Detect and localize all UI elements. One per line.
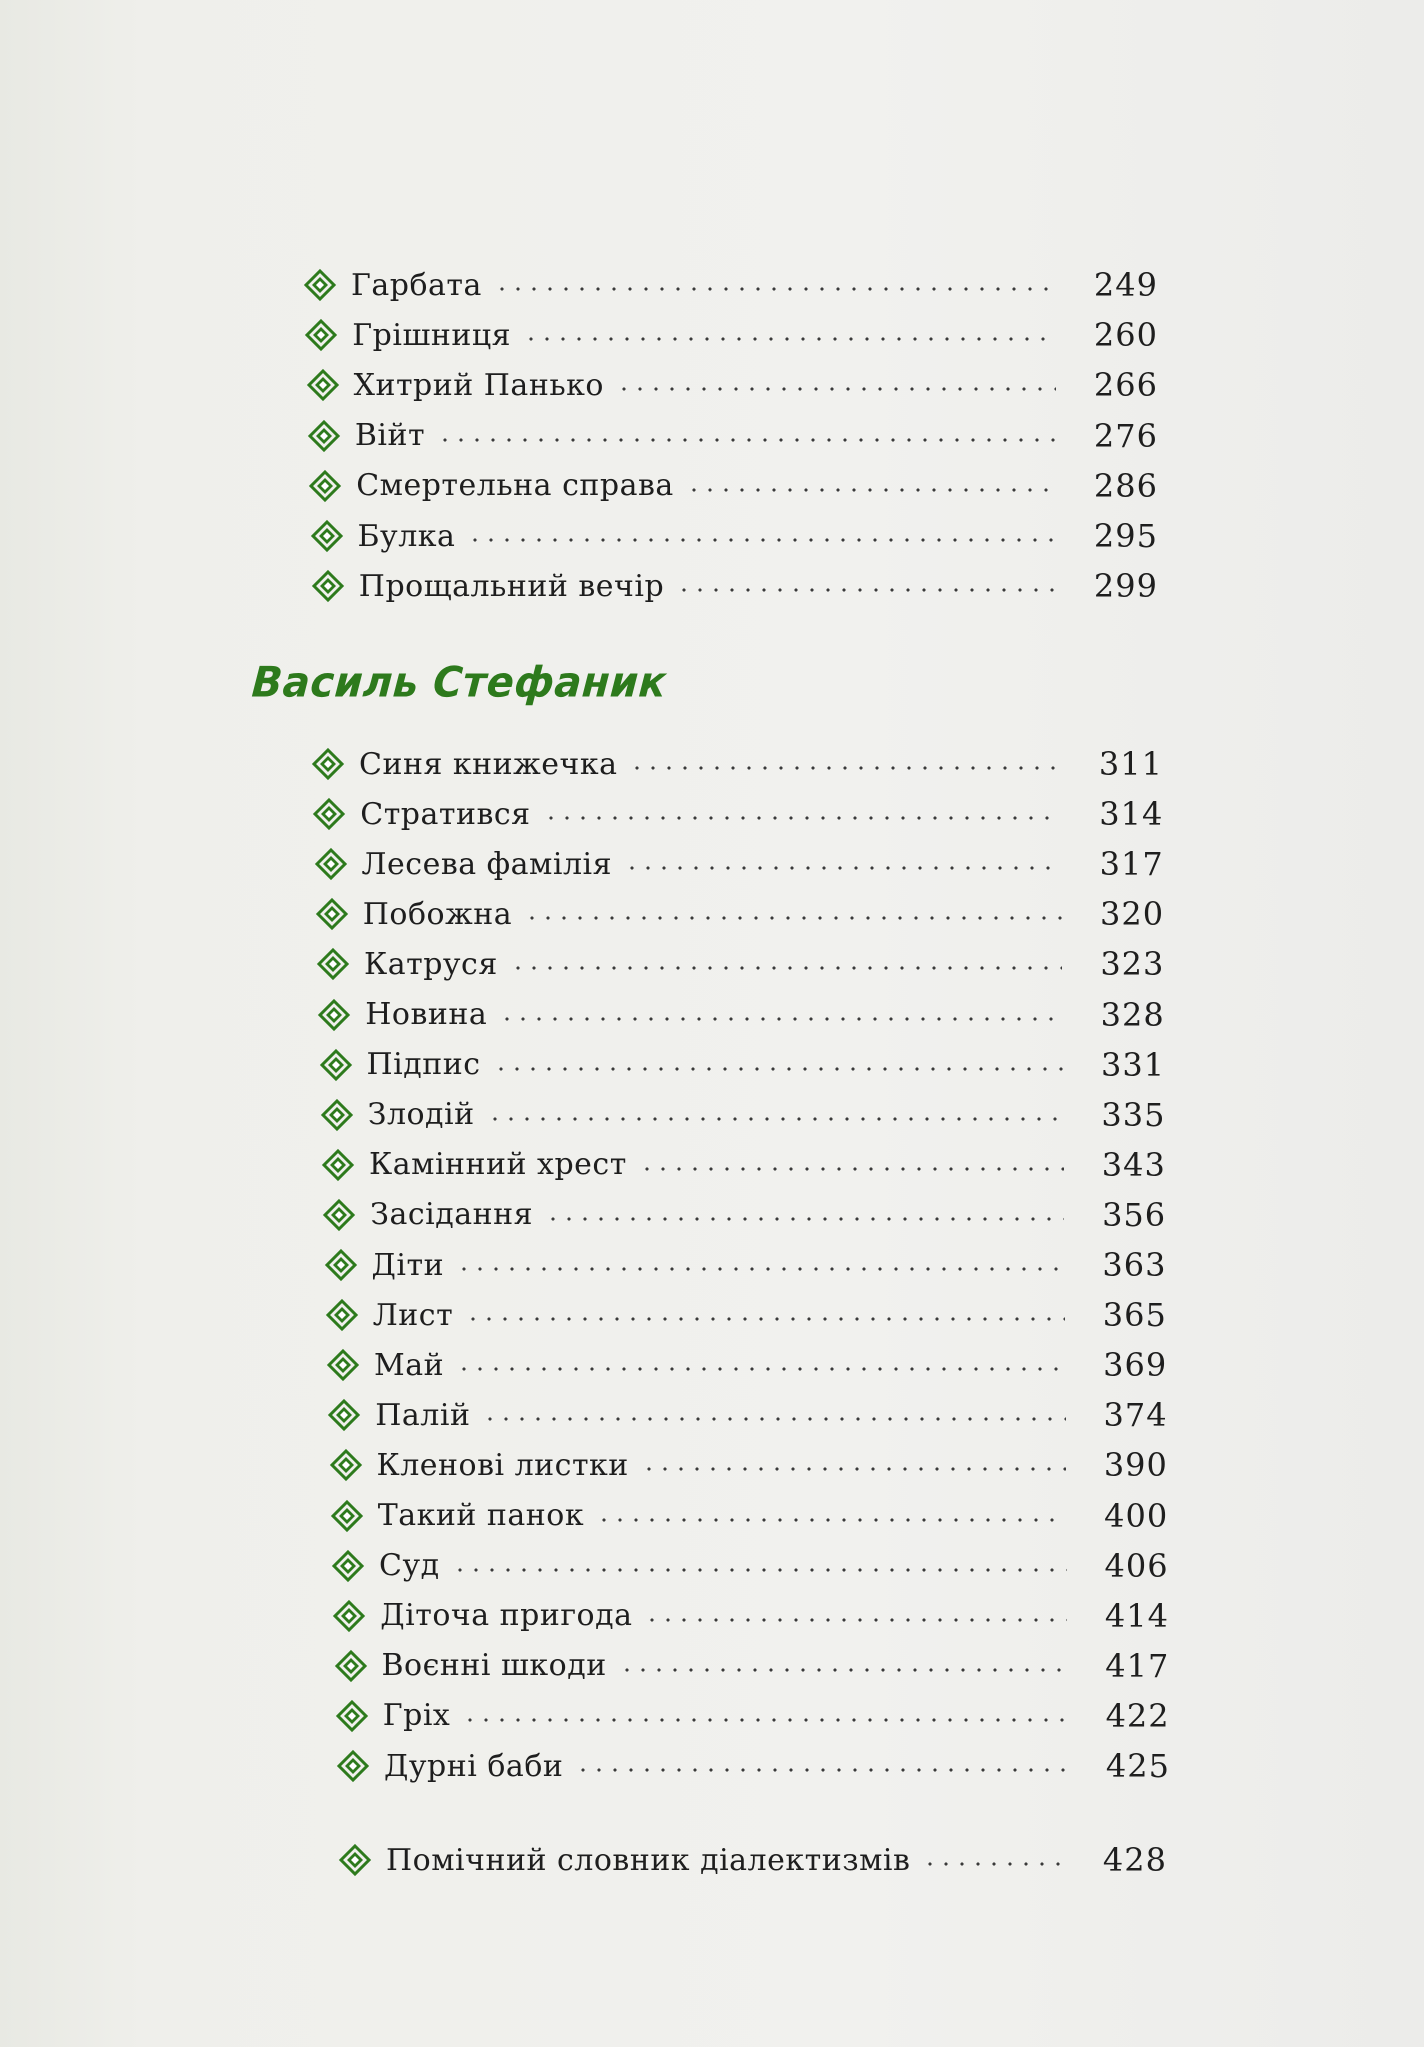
diamond-bullet-icon	[316, 947, 350, 981]
toc-page-number: 365	[1102, 1296, 1167, 1335]
toc-entry-title: Помічний словник діалектизмів	[386, 1842, 911, 1878]
dot-leader	[467, 538, 1056, 542]
toc-entry	[306, 365, 1158, 405]
diamond-bullet-icon	[307, 419, 341, 453]
dot-leader	[616, 387, 1056, 391]
dot-leader	[575, 1768, 1068, 1772]
dot-leader	[644, 1618, 1066, 1622]
toc-entry-title: Май	[374, 1347, 445, 1383]
toc-page-number: 311	[1098, 745, 1163, 783]
toc-entry	[336, 1746, 1170, 1786]
diamond-bullet-icon	[308, 469, 342, 503]
diamond-bullet-icon	[327, 1398, 361, 1432]
toc-entry-title: Діточа пригода	[380, 1598, 633, 1634]
toc-entry	[303, 265, 1158, 305]
toc-entry-title: Лист	[372, 1297, 454, 1333]
dot-leader	[686, 488, 1056, 492]
diamond-bullet-icon	[332, 1599, 366, 1633]
toc-entry-title: Палій	[375, 1397, 471, 1433]
toc-entry	[338, 1840, 1167, 1880]
toc-entry	[314, 844, 1164, 884]
toc-entry	[330, 1496, 1169, 1536]
dot-leader	[487, 1117, 1064, 1121]
toc-entry	[308, 466, 1158, 506]
toc-page-number: 374	[1103, 1396, 1168, 1435]
toc-entry-title: Лесева фамілія	[361, 846, 613, 882]
diamond-bullet-icon	[330, 1499, 364, 1533]
toc-page-number: 425	[1105, 1747, 1170, 1785]
dot-leader	[482, 1417, 1065, 1421]
toc-entry-title: Грішниця	[352, 317, 512, 353]
dot-leader	[639, 1167, 1064, 1171]
toc-page-number: 428	[1102, 1841, 1167, 1879]
toc-entry	[315, 894, 1164, 934]
toc-page-number: 390	[1103, 1446, 1168, 1485]
toc-entry	[319, 1045, 1166, 1085]
toc-entry-title: Діти	[371, 1247, 445, 1283]
diamond-bullet-icon	[321, 1148, 355, 1182]
dot-leader	[493, 1067, 1064, 1071]
toc-entry-title: Побожна	[362, 896, 513, 932]
diamond-bullet-icon	[312, 797, 346, 831]
dot-leader	[510, 966, 1063, 970]
toc-entry-title: Суд	[379, 1548, 440, 1584]
toc-entry	[329, 1445, 1168, 1485]
toc-entry-title: Синя книжечка	[359, 746, 618, 782]
toc-page-number: 369	[1103, 1346, 1168, 1385]
diamond-bullet-icon	[311, 747, 345, 781]
toc-entry-title: Стратився	[360, 796, 531, 832]
toc-entry-title: Булка	[357, 518, 456, 554]
toc-entry-title: Кленові листки	[376, 1447, 629, 1483]
dot-leader	[494, 287, 1056, 291]
toc-entry	[335, 1696, 1170, 1736]
toc-page-number: 417	[1105, 1646, 1170, 1685]
toc-entry	[322, 1195, 1166, 1235]
diamond-bullet-icon	[314, 847, 348, 881]
toc-entry-title: Злодій	[367, 1097, 475, 1133]
toc-page-number: 299	[1093, 567, 1158, 606]
dot-leader	[619, 1668, 1068, 1672]
dot-leader	[676, 588, 1056, 592]
diamond-bullet-icon	[336, 1749, 370, 1783]
toc-entry	[334, 1646, 1170, 1686]
diamond-bullet-icon	[319, 1048, 353, 1082]
diamond-bullet-icon	[304, 318, 338, 352]
toc-entry-title: Засідання	[370, 1197, 533, 1233]
diamond-bullet-icon	[322, 1198, 356, 1232]
dot-leader	[524, 916, 1062, 920]
toc-page-number: 406	[1104, 1546, 1169, 1585]
toc-entry-title: Смертельна справа	[356, 468, 674, 504]
toc-entry-title: Хитрий Панько	[353, 367, 604, 403]
dot-leader	[922, 1862, 1065, 1866]
dot-leader	[437, 438, 1056, 442]
toc-entry	[321, 1145, 1166, 1185]
toc-entry-title: Катруся	[364, 946, 498, 982]
toc-entry	[317, 995, 1165, 1035]
dot-leader	[452, 1568, 1067, 1572]
dot-leader	[624, 866, 1062, 870]
toc-page-number: 422	[1105, 1696, 1170, 1735]
toc-entry-title: Прощальний вечір	[358, 568, 665, 604]
toc-page-number: 400	[1104, 1496, 1169, 1535]
toc-entry-title: Воєнні шкоди	[381, 1648, 607, 1684]
toc-page-number: 266	[1093, 366, 1158, 405]
diamond-bullet-icon	[331, 1549, 365, 1583]
dot-leader	[543, 816, 1062, 820]
dot-leader	[523, 337, 1056, 341]
dot-leader	[462, 1718, 1067, 1722]
toc-entry-title: Гріх	[382, 1698, 451, 1734]
diamond-bullet-icon	[317, 998, 351, 1032]
diamond-bullet-icon	[310, 519, 344, 553]
diamond-bullet-icon	[303, 268, 337, 302]
toc-page-number: 323	[1100, 945, 1165, 984]
diamond-bullet-icon	[324, 1248, 358, 1282]
toc-entry	[320, 1095, 1166, 1135]
toc-page-number: 356	[1102, 1195, 1167, 1234]
toc-entry	[326, 1345, 1167, 1385]
toc-entry-title: Війт	[354, 418, 426, 454]
dot-leader	[456, 1367, 1065, 1371]
dot-leader	[641, 1467, 1066, 1471]
toc-page-number: 260	[1093, 316, 1158, 355]
dot-leader	[465, 1317, 1065, 1321]
dot-leader	[456, 1267, 1064, 1271]
toc-page-number: 320	[1099, 895, 1165, 934]
dot-leader	[596, 1518, 1066, 1522]
diamond-bullet-icon	[338, 1843, 372, 1877]
diamond-bullet-icon	[326, 1348, 360, 1382]
dot-leader	[545, 1217, 1064, 1221]
toc-entry	[307, 416, 1158, 456]
toc-page-number: 317	[1099, 845, 1164, 884]
toc-page-number: 295	[1093, 517, 1158, 555]
diamond-bullet-icon	[311, 569, 345, 603]
diamond-bullet-icon	[315, 897, 349, 931]
toc-entry	[310, 516, 1159, 556]
diamond-bullet-icon	[325, 1298, 359, 1332]
author-heading: Василь Стефаник	[250, 658, 669, 708]
toc-entry	[304, 315, 1158, 355]
toc-entry	[311, 744, 1163, 784]
toc-page-number: 328	[1100, 995, 1165, 1034]
toc-entry-title: Підпис	[366, 1047, 481, 1083]
toc-entry	[324, 1245, 1167, 1285]
toc-entry	[311, 566, 1158, 606]
toc-entry	[327, 1395, 1167, 1435]
toc-page-number: 414	[1104, 1596, 1169, 1635]
toc-entry	[325, 1295, 1167, 1335]
toc-page-number: 335	[1101, 1095, 1166, 1134]
diamond-bullet-icon	[335, 1699, 369, 1733]
diamond-bullet-icon	[334, 1649, 368, 1683]
dot-leader	[499, 1017, 1063, 1021]
toc-entry	[316, 944, 1164, 984]
toc-entry-title: Гарбата	[351, 267, 482, 303]
toc-entry-title: Новина	[365, 997, 488, 1032]
toc-page-number: 276	[1093, 416, 1158, 455]
toc-page-number: 286	[1093, 466, 1158, 505]
toc-entry-title: Камінний хрест	[369, 1147, 627, 1183]
toc-entry-title: Такий панок	[377, 1498, 585, 1533]
toc-page-number: 249	[1093, 266, 1158, 304]
toc-page-number: 343	[1101, 1145, 1166, 1184]
toc-entry-title: Дурні баби	[384, 1748, 564, 1784]
dot-leader	[629, 766, 1061, 770]
diamond-bullet-icon	[320, 1098, 354, 1132]
toc-page-number: 314	[1099, 795, 1164, 834]
toc-entry	[312, 794, 1163, 834]
diamond-bullet-icon	[306, 368, 340, 402]
toc-entry	[332, 1596, 1169, 1636]
toc-page-number: 363	[1102, 1246, 1167, 1284]
toc-entry	[331, 1546, 1169, 1586]
diamond-bullet-icon	[329, 1448, 363, 1482]
toc-page-number: 331	[1101, 1045, 1166, 1084]
